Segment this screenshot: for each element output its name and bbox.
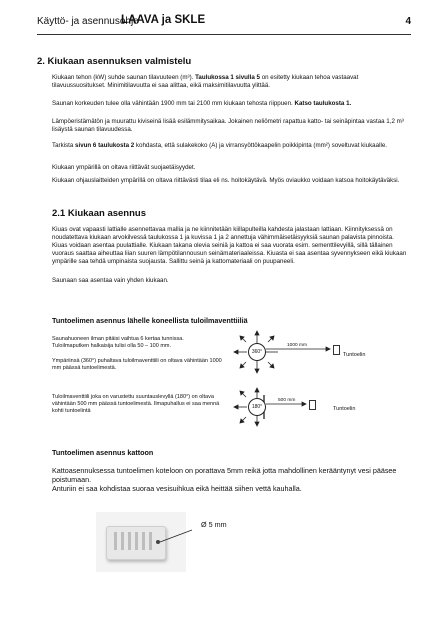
- section-heading-2: 2. Kiukaan asennuksen valmistelu: [37, 56, 192, 67]
- distance-1000-label: 1000 mm: [287, 343, 307, 348]
- ceiling-paragraph-1: Kattoasennuksessa tuntoelimen koteloon on porattava 5mm reikä jotta mahdollinen kerääntynyt vesi pääsee poistumaan.: [52, 466, 397, 484]
- paragraph-height: Saunan korkeuden tulee olla vähintään 1900 mm tai 2100 mm kiukaan tehosta riippuen. Katso taulukosta 1.: [52, 100, 352, 107]
- section-heading-2-1: 2.1 Kiukaan asennus: [52, 208, 146, 219]
- paragraph-clearance: Kiukaan ympärillä on oltava riittävät suojaetäisyydet.: [52, 164, 196, 171]
- sensor-label-2: Tuntoelin: [333, 406, 356, 412]
- paragraph-installation: Kiuas ovat vapaasti lattialle asennettavaa mallia ja ne kiinnitetään kiillapulteilla kahdesta jalastaan lattiaan. Kiinnityksessä on noudatettava kiukaan arvokilvessä taulukossa 1 ja kuvissa 1 ja 2 annettuja vähimmäisetäisyyksiä saunan palavista pinnoista. Kiuas voidaan asentaa puulattialle. Kiukaan takana olevia seiniä ja kattoa ei saa vuorata esim. sementtilevyillä, sillä tällainen vuoraus saattaa aiheuttaa liian suuren lämpötilannousun seinämateriaaleissa. Kiuasta ei saa asentaa syvennykseen eikä kiukaan ympärille saa tehdä umpinaista suojausta. Sallittu seinä ja kattomateriaali on puupaneeli.: [52, 226, 407, 265]
- header-divider: [37, 34, 411, 35]
- vent-text-3: Tuloilmaventtiili joka on varustettu suuntauslevyllä (180°) on oltava vähintään 500 mm päässä tuntoelimestä. Ilmapuhallus ei saa mennä kohti tuntoelintä: [52, 394, 220, 414]
- sensor-icon: [333, 345, 340, 355]
- vent-text-2: Ympäriinsä (360°) puhaltava tuloilmaventtiili on oltava vähintään 1000 mm päässä tuntoelimestä.: [52, 358, 222, 371]
- paragraph-single-heater: Saunaan saa asentaa vain yhden kiukaan.: [52, 277, 169, 284]
- ceiling-paragraph-2: Anturiin ei saa kohdistaa suoraa vesisuihkua eikä heittää siihen vettä kauhalla.: [52, 484, 302, 493]
- page-header: [37, 14, 411, 30]
- sensor-housing-image: [96, 512, 186, 572]
- drain-hole-icon: [156, 540, 160, 544]
- vent-360-symbol: 360°: [248, 343, 266, 361]
- paragraph-fuse: Tarkista sivun 6 taulukosta 2 kohdasta, että sulakekoko (A) ja virransyöttökaapelin poikkipinta (mm²) soveltuvat kiukaalle.: [52, 142, 387, 149]
- hole-diameter-label: Ø 5 mm: [201, 520, 227, 529]
- sensor-vent-heading: Tuntoelimen asennus lähelle koneellista tuloilmaventtiiliä: [52, 316, 248, 325]
- page-number: 4: [405, 16, 411, 27]
- distance-500-label: 500 mm: [278, 398, 296, 403]
- ceiling-install-heading: Tuntoelimen asennus kattoon: [52, 448, 154, 457]
- product-name: LAAVA ja SKLE: [121, 14, 206, 26]
- vent-180-symbol: 180°: [248, 398, 266, 416]
- paragraph-volume: Kiukaan tehon (kW) suhde saunan tilavuuteen (m³). Taulukossa 1 sivulla 5 on esitetty kiukaan tehoa vastaavat tilavuussuositukset. Minimitilavuutta ei saa alittaa, eikä maksimitilavuutta ylittää.: [52, 74, 359, 89]
- sensor-icon: [309, 400, 316, 410]
- vent-text-1: Saunahuoneen ilman pitäisi vaihtua 6 kertaa tunnissa. Tuloilmaputken halkaisija tulisi olla 50 – 100 mm.: [52, 336, 184, 349]
- paragraph-service-corridor: Kiukaan ohjauslaitteiden ympärillä on oltava riittävästi tilaa eli ns. hoitokäytävä. Myös oviaukko voidaan katsoa hoitokäytäväksi.: [52, 177, 400, 184]
- sensor-label-1: Tuntoelin: [343, 352, 366, 358]
- paragraph-insulation: Lämpöeristämätön ja muurattu kivisein​ä lisää esilämmitysaikaa. Jokainen neliömetri rapattua katto- tai seinäpintaa vastaa 1,2 m³ lisäystä saunan tilavuudessa.: [52, 118, 404, 133]
- manual-title: Käyttö- ja asennusohje: [37, 16, 139, 27]
